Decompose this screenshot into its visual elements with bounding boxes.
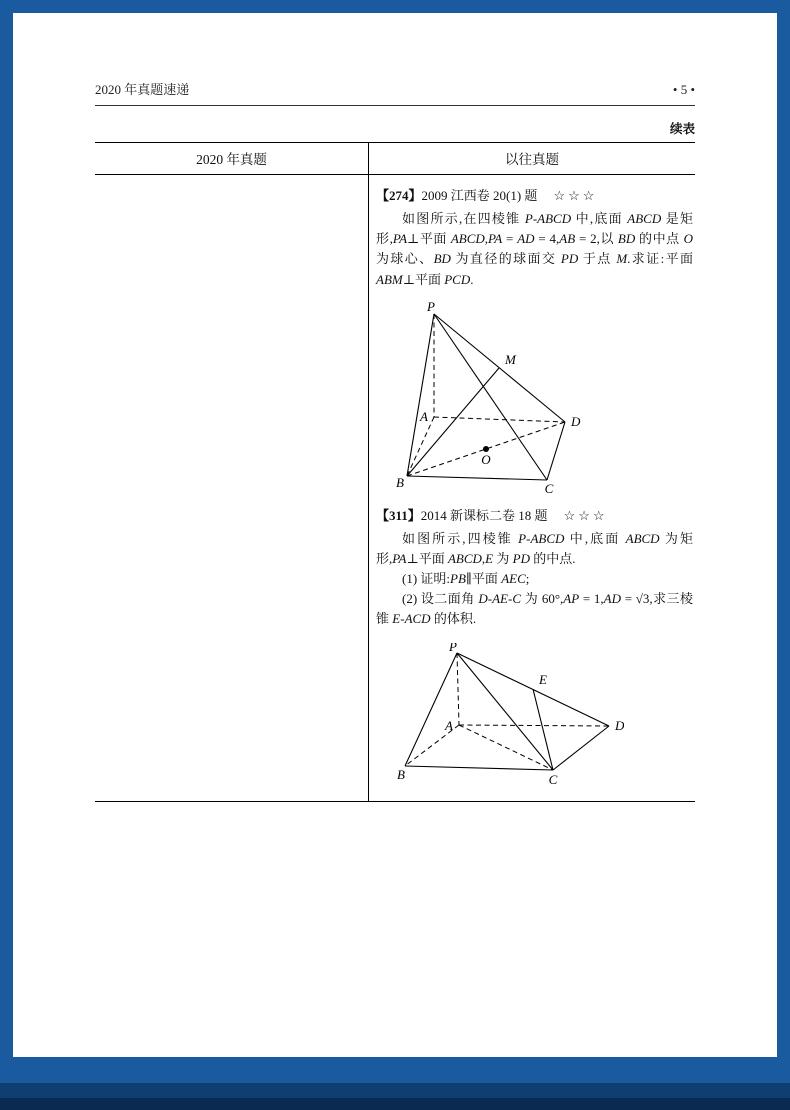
page-content	[13, 13, 777, 802]
problem-311-title-line	[376, 506, 693, 526]
table-body-row	[95, 175, 695, 802]
vertex-label-a: A	[420, 408, 428, 424]
frame-bottom-strip-mid	[0, 1083, 790, 1098]
page	[13, 13, 777, 1057]
problem-311-source: 2014 新课标二卷 18 题	[420, 507, 548, 523]
vertex-label-d: D	[571, 413, 581, 429]
vertex-label-m: M	[505, 351, 516, 367]
problem-274-tag: 【274】	[376, 188, 422, 203]
cell-past-questions	[369, 175, 695, 801]
problem-274-text: 如图所示,在四棱锥 P-ABCD 中,底面 ABCD 是矩形,PA⊥平面 ABCD,PA = AD = 4,AB = 2,以 BD 的中点 O 为球心、BD 为直径的球面交 PD 于点 M.求证:平面 ABM⊥平面 PCD.	[376, 211, 693, 287]
vertex-label-e: E	[539, 671, 547, 687]
problem-274-source: 2009 江西卷 20(1) 题	[421, 188, 538, 203]
figure-pyramid-311	[392, 643, 624, 789]
continued-label: 续表	[669, 122, 695, 136]
problem-311-tag: 【311】	[376, 507, 421, 523]
vertex-label-c: C	[548, 771, 558, 787]
problem-311-text-part1: (1) 证明:PB∥平面 AEC;	[402, 571, 530, 587]
problem-311-star-rating: ☆☆☆	[563, 507, 608, 523]
frame-bottom-strip-dark	[0, 1098, 790, 1110]
figure-pyramid-274	[387, 302, 599, 498]
problem-274-star-rating: ☆☆☆	[553, 188, 598, 203]
vertex-label-c: C	[544, 480, 554, 496]
questions-table	[95, 142, 695, 802]
column-header-2020: 2020 年真题	[95, 143, 369, 174]
vertex-label-d: D	[615, 717, 624, 733]
vertex-label-a: A	[445, 717, 453, 733]
cell-2020-empty	[95, 175, 369, 801]
page-number: • 5 •	[672, 82, 695, 97]
problem-311-text-intro: 如图所示,四棱锥 P-ABCD 中,底面 ABCD 为矩形,PA⊥平面 ABCD,E 为 PD 的中点.	[376, 530, 693, 566]
vertex-label-b: B	[397, 766, 405, 782]
header-title: 2020 年真题速递	[95, 82, 190, 97]
vertex-label-p: P	[427, 301, 435, 314]
vertex-label-p: P	[449, 642, 457, 654]
vertex-label-o: O	[481, 451, 491, 467]
problem-274	[376, 186, 693, 498]
figure-311-visible-edges	[405, 653, 609, 770]
vertex-label-b: B	[396, 474, 404, 490]
problem-311	[376, 506, 693, 789]
problem-274-title-line	[376, 186, 693, 206]
running-header	[95, 79, 695, 106]
table-header-row	[95, 143, 695, 175]
problem-311-text-part2: (2) 设二面角 D-AE-C 为 60°,AP = 1,AD = √3,求三棱锥 E-ACD 的体积.	[376, 591, 693, 627]
column-header-past: 以往真题	[505, 152, 559, 167]
